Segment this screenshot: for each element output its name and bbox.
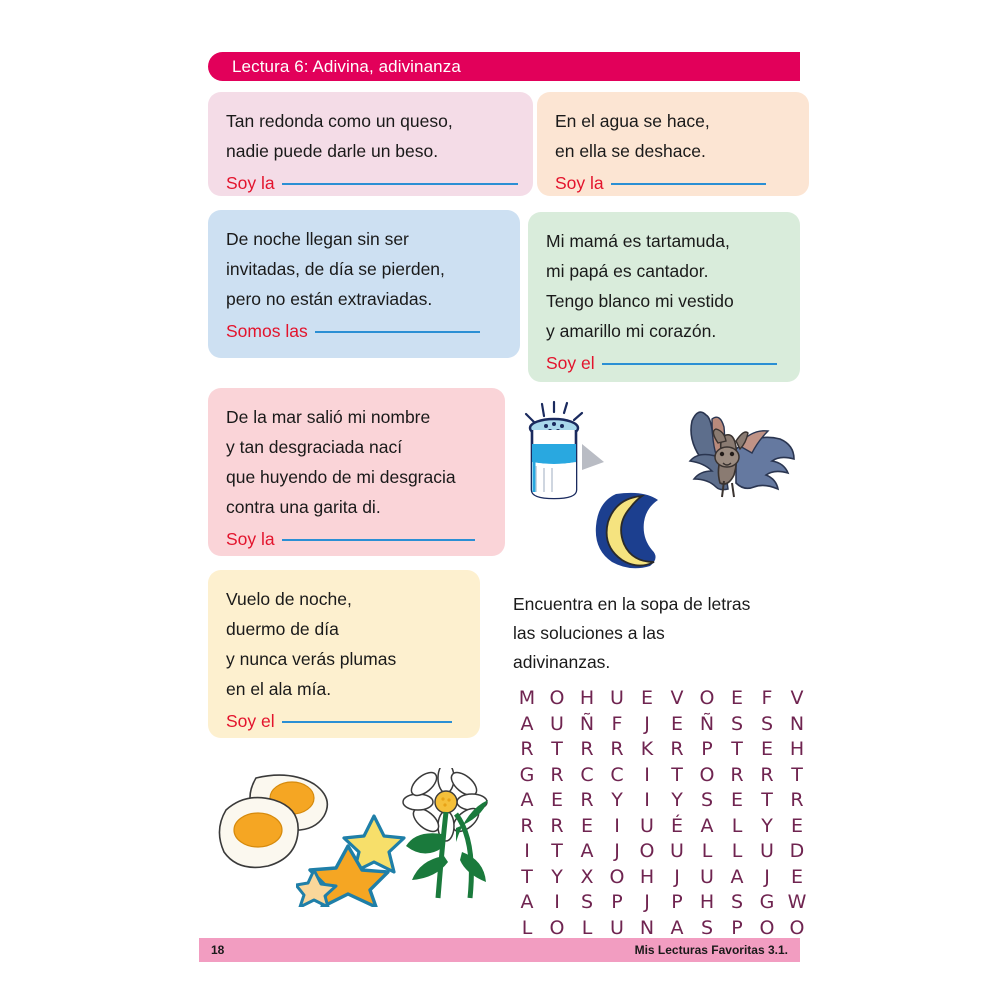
wordsearch-cell[interactable]: R [580,738,594,760]
wordsearch-cell[interactable]: S [730,891,744,913]
riddle-card-queso [208,92,533,196]
riddle-line: en ella se deshace. [555,141,706,161]
wordsearch-cell[interactable]: S [760,712,774,735]
wordsearch-instructions [513,590,813,677]
riddle-line: contra una garita di. [226,497,381,517]
wordsearch-cell[interactable]: R [760,763,774,786]
wordsearch-cell[interactable]: R [550,763,564,786]
wordsearch-cell[interactable]: Ñ [579,712,595,735]
riddle-line: Tengo blanco mi vestido [546,291,734,311]
daisy-flower-illustration [398,768,493,908]
riddle-line: pero no están extraviadas. [226,289,433,309]
wordsearch-cell[interactable]: N [789,712,805,735]
wordsearch-cell[interactable]: I [524,840,530,862]
answer-label: Soy la [555,173,604,193]
answer-label: Soy la [226,529,275,549]
wordsearch-cell[interactable]: É [670,814,683,837]
wordsearch-cell[interactable]: G [759,891,775,913]
wordsearch-cell[interactable]: I [614,814,620,837]
instruction-line: adivinanzas. [513,652,611,672]
riddle-line: De la mar salió mi nombre [226,407,431,427]
wordsearch-cell[interactable]: E [550,789,563,811]
wordsearch-cell[interactable]: N [639,916,655,939]
wordsearch-cell[interactable]: P [701,738,713,760]
wordsearch-cell[interactable]: O [609,865,625,888]
answer-row [226,706,462,736]
answer-input-line[interactable] [282,721,452,723]
wordsearch-cell[interactable]: T [761,789,773,811]
wordsearch-cell[interactable]: H [639,865,655,888]
answer-input-line[interactable] [282,183,518,185]
wordsearch-cell[interactable]: C [610,763,624,786]
wordsearch-cell[interactable]: E [670,712,683,735]
riddle-card-murcielago [208,570,480,738]
wordsearch-cell[interactable]: A [520,891,534,913]
wordsearch-cell[interactable]: U [610,916,624,939]
wordsearch-cell[interactable]: J [764,865,770,888]
wordsearch-cell[interactable]: S [580,891,594,913]
riddle-line: y tan desgraciada nací [226,437,403,457]
wordsearch-cell[interactable]: R [520,738,534,760]
wordsearch-cell[interactable]: E [730,687,743,709]
riddle-line: que huyendo de mi desgracia [226,467,456,487]
riddle-line: invitadas, de día se pierden, [226,259,445,279]
wordsearch-cell[interactable]: R [790,789,804,811]
wordsearch-cell[interactable]: E [580,814,593,837]
wordsearch-cell[interactable]: I [644,763,650,786]
answer-input-line[interactable] [282,539,475,541]
riddle-line: mi papá es cantador. [546,261,709,281]
page-title: Lectura 6: Adivina, adivinanza [232,56,461,76]
riddle-line: duermo de día [226,619,339,639]
wordsearch-cell[interactable]: O [699,763,715,786]
instruction-line: las soluciones a las [513,623,665,643]
answer-row [226,316,502,346]
answer-row [555,168,791,198]
wordsearch-cell[interactable]: R [670,738,684,760]
lesson-header-bar [208,52,800,81]
wordsearch-cell[interactable]: A [700,814,714,837]
wordsearch-cell[interactable]: T [551,840,563,862]
wordsearch-grid[interactable] [512,686,812,941]
riddle-line: en el ala mía. [226,679,332,699]
wordsearch-cell[interactable]: U [610,687,624,709]
wordsearch-cell[interactable]: R [520,814,534,837]
instruction-line: Encuentra en la sopa de letras [513,594,751,614]
answer-label: Soy la [226,173,275,193]
wordsearch-cell[interactable]: A [520,789,534,811]
wordsearch-cell[interactable]: Y [761,814,773,837]
answer-row [546,348,782,378]
wordsearch-cell[interactable]: E [640,687,653,709]
wordsearch-cell[interactable]: E [730,789,743,811]
wordsearch-cell[interactable]: K [640,738,654,760]
wordsearch-cell[interactable]: A [520,712,534,735]
wordsearch-cell[interactable]: T [551,738,563,760]
wordsearch-cell[interactable]: H [699,891,715,913]
page-number: 18 [211,943,225,957]
wordsearch-cell[interactable]: A [580,840,594,862]
riddle-card-estrellas [208,210,520,358]
wordsearch-cell[interactable]: U [760,840,774,862]
wordsearch-cell[interactable]: R [730,763,744,786]
wordsearch-cell[interactable]: O [549,687,565,709]
wordsearch-cell[interactable]: P [671,891,683,913]
wordsearch-cell[interactable]: J [674,865,680,888]
wordsearch-cell[interactable]: H [789,738,805,760]
wordsearch-cell[interactable]: D [789,840,805,862]
wordsearch-cell[interactable]: E [760,738,773,760]
wordsearch-cell[interactable]: A [730,865,744,888]
wordsearch-cell[interactable]: J [614,840,620,862]
page-footer [199,938,800,962]
wordsearch-cell[interactable]: J [644,712,650,735]
riddle-line: y nunca verás plumas [226,649,397,669]
wordsearch-cell[interactable]: X [580,865,594,888]
wordsearch-cell[interactable]: S [730,712,744,735]
wordsearch-cell[interactable]: U [640,814,654,837]
wordsearch-cell[interactable]: H [579,687,595,709]
answer-label: Soy el [226,711,275,731]
answer-input-line[interactable] [611,183,766,185]
wordsearch-cell[interactable]: P [731,916,743,939]
wordsearch-cell[interactable]: O [639,840,655,862]
riddle-line: De noche llegan sin ser [226,229,409,249]
wordsearch-cell[interactable]: V [790,687,804,709]
riddle-line: nadie puede darle un beso. [226,141,439,161]
wordsearch-cell[interactable]: T [791,763,803,786]
crescent-moon-illustration [586,490,682,577]
wordsearch-cell[interactable]: T [521,865,533,888]
answer-row [226,524,487,554]
wordsearch-cell[interactable]: F [761,687,773,709]
wordsearch-cell[interactable]: Y [551,865,563,888]
answer-label: Soy el [546,353,595,373]
wordsearch-cell[interactable]: U [550,712,564,735]
wordsearch-cell[interactable]: L [701,840,713,862]
wordsearch-cell[interactable]: V [670,687,684,709]
wordsearch-cell[interactable]: S [700,789,714,811]
riddle-line: Mi mamá es tartamuda, [546,231,730,251]
wordsearch-cell[interactable]: L [521,916,533,939]
wordsearch-cell[interactable]: J [644,891,650,913]
wordsearch-cell[interactable]: L [581,916,593,939]
riddle-card-margarita [208,388,505,556]
wordsearch-cell[interactable]: L [731,840,743,862]
riddle-line: En el agua se hace, [555,111,710,131]
wordsearch-cell[interactable]: E [790,814,803,837]
answer-row [226,168,515,198]
wordsearch-cell[interactable]: R [580,789,594,811]
wordsearch-cell[interactable]: W [787,891,807,913]
wordsearch-cell[interactable]: O [699,687,715,709]
book-title: Mis Lecturas Favoritas 3.1. [634,943,788,957]
wordsearch-cell[interactable]: I [644,789,650,811]
wordsearch-cell[interactable]: A [670,916,684,939]
answer-label: Somos las [226,321,308,341]
wordsearch-cell[interactable]: P [611,891,623,913]
wordsearch-cell[interactable]: O [549,916,565,939]
answer-input-line[interactable] [602,363,777,365]
wordsearch-cell[interactable]: O [759,916,775,939]
wordsearch-cell[interactable]: L [731,814,743,837]
wordsearch-cell[interactable]: T [731,738,743,760]
wordsearch-cell[interactable]: Y [611,789,623,811]
wordsearch-cell[interactable]: M [518,687,536,709]
wordsearch-cell[interactable]: C [580,763,594,786]
wordsearch-cell[interactable]: U [670,840,684,862]
riddle-card-huevo [528,212,800,382]
riddle-card-hielo [537,92,809,196]
wordsearch-cell[interactable]: U [700,865,714,888]
riddle-line: Vuelo de noche, [226,589,352,609]
wordsearch-cell[interactable]: O [789,916,805,939]
wordsearch-cell[interactable]: T [671,763,683,786]
riddle-line: y amarillo mi corazón. [546,321,717,341]
wordsearch-cell[interactable]: I [554,891,560,913]
wordsearch-cell[interactable]: S [700,916,714,939]
wordsearch-cell[interactable]: R [610,738,624,760]
stars-illustration [296,812,406,912]
wordsearch-cell[interactable]: Y [671,789,683,811]
wordsearch-cell[interactable]: G [519,763,535,786]
wordsearch-cell[interactable]: E [790,865,803,888]
wordsearch-cell[interactable]: F [611,712,623,735]
wordsearch-cell[interactable]: Ñ [699,712,715,735]
answer-input-line[interactable] [315,331,480,333]
wordsearch-cell[interactable]: R [550,814,564,837]
riddle-line: Tan redonda como un queso, [226,111,453,131]
